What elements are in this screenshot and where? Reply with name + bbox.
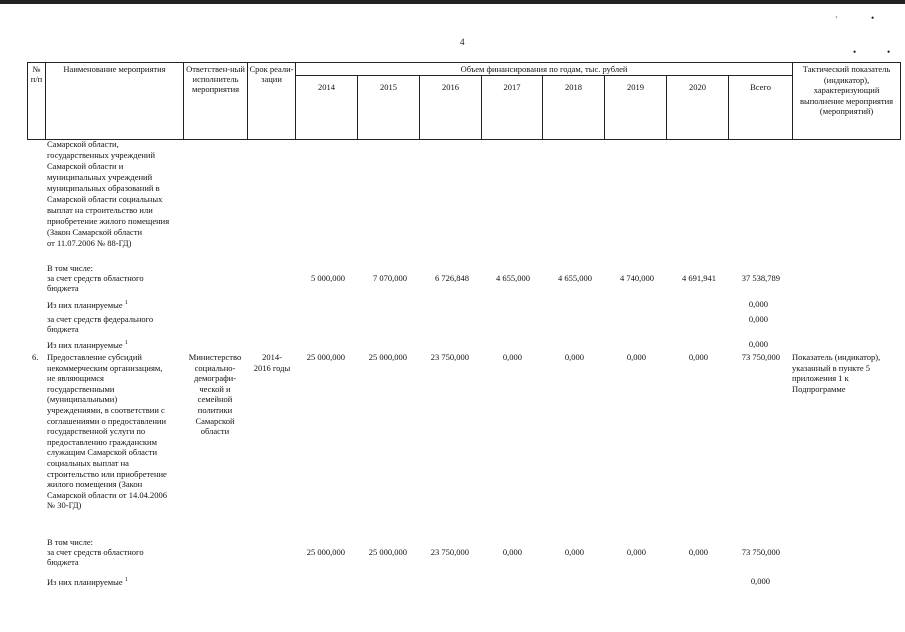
name-line: государственной услуги по <box>47 426 146 437</box>
table-header <box>27 62 901 140</box>
name-line: государственных учреждений <box>47 150 156 160</box>
total-cell: 0,000 <box>748 299 768 309</box>
corner-mark: ` <box>835 15 838 25</box>
header-year: 2018 <box>543 76 605 140</box>
total-cell: 0,000 <box>748 339 768 349</box>
name-line: Самарской области социальных <box>47 194 163 204</box>
name-line: муниципальных учреждений <box>47 172 153 182</box>
value-cell: 0,000 <box>502 352 522 362</box>
header-year: 2014 <box>296 76 358 140</box>
value-cell: 4 655,000 <box>496 273 530 283</box>
term-line: 2016 годы <box>253 362 291 373</box>
including-label: В том числе: <box>47 537 93 547</box>
total-cell: 73 750,000 <box>741 352 780 362</box>
name-line: не являющимся <box>47 373 104 384</box>
planned-label: Из них планируемые $^1$ <box>47 576 128 587</box>
value-cell: 23 750,000 <box>430 352 469 362</box>
header-responsible: Ответствен-ный исполнитель мероприятия <box>184 63 248 140</box>
header-year: 2017 <box>482 76 543 140</box>
value-cell: 4 691,941 <box>682 273 716 283</box>
value-cell: 25 000,000 <box>368 547 407 557</box>
name-line: № 30-ГД) <box>47 500 82 511</box>
responsible-line: ческой и <box>199 383 231 394</box>
value-cell: 25 000,000 <box>306 352 345 362</box>
responsible-line: Самарской <box>195 415 235 426</box>
name-line: Предоставление субсидий <box>47 352 142 362</box>
name-line: (муниципальными) <box>47 394 118 405</box>
name-line: Самарской области и <box>47 161 124 171</box>
responsible-line: демографи- <box>193 373 237 384</box>
value-cell: 25 000,000 <box>306 547 345 557</box>
responsible-line: политики <box>197 405 233 415</box>
responsible-line: семейной <box>197 394 233 405</box>
name-line: служащим Самарской области <box>47 447 157 458</box>
page-mark: 4 <box>460 37 465 47</box>
indicator-line: Показатель (индикатор), <box>792 352 881 362</box>
header-year: 2019 <box>605 76 667 140</box>
value-cell: 0,000 <box>502 547 522 557</box>
total-cell: 0,000 <box>750 576 770 586</box>
value-cell: 7 070,000 <box>373 273 407 283</box>
header-name: Наименование мероприятия <box>46 63 184 140</box>
name-line: жилого помещения (Закон <box>47 479 143 490</box>
indicator-line: Подпрограмме <box>792 383 846 394</box>
value-cell: 25 000,000 <box>368 352 407 362</box>
name-line: от 11.07.2006 № 88-ГД) <box>47 238 132 248</box>
name-line: Самарской области от 14.04.2006 <box>47 489 167 500</box>
header-funding: Объем финансирования по годам, тыс. рублей <box>296 63 793 76</box>
item-number: 6. <box>32 352 39 362</box>
value-cell: 4 740,000 <box>620 273 654 283</box>
federal-budget-label: за счет средств федерального <box>47 314 154 324</box>
header-year: 2015 <box>358 76 420 140</box>
header-number: № п/п <box>28 63 46 140</box>
corner-mark: • <box>887 47 891 57</box>
responsible-line: области <box>200 426 230 437</box>
name-line: государственными <box>47 383 115 394</box>
federal-budget-label: бюджета <box>47 324 79 334</box>
indicator-line: указанный в пункте 5 <box>792 362 871 373</box>
name-line: некоммерческим организациям, <box>47 362 163 373</box>
header-year: 2016 <box>420 76 482 140</box>
regional-budget-label: бюджета <box>47 283 79 293</box>
value-cell: 0,000 <box>626 352 646 362</box>
value-cell: 0,000 <box>688 352 708 362</box>
header-total: Всего <box>729 76 793 140</box>
header-year: 2020 <box>667 76 729 140</box>
value-cell: 5 000,000 <box>311 273 345 283</box>
value-cell: 6 726,848 <box>435 273 469 283</box>
name-line: приобретение жилого помещения <box>47 216 170 226</box>
indicator-line: приложения 1 к <box>792 373 849 384</box>
term-line: 2014- <box>262 352 282 362</box>
value-cell: 4 655,000 <box>558 273 592 283</box>
value-cell: 0,000 <box>564 547 584 557</box>
planned-label: Из них планируемые $^1$ <box>47 339 128 350</box>
regional-budget-label: бюджета <box>47 557 79 567</box>
responsible-line: социально- <box>194 362 236 373</box>
name-line: (Закон Самарской области <box>47 227 143 237</box>
total-cell: 73 750,000 <box>741 547 780 557</box>
value-cell: 0,000 <box>688 547 708 557</box>
top-border-line <box>0 0 905 4</box>
name-line: строительство или приобретение <box>47 468 167 479</box>
value-cell: 23 750,000 <box>430 547 469 557</box>
value-cell: 0,000 <box>564 352 584 362</box>
planned-label: Из них планируемые $^1$ <box>47 299 128 310</box>
including-label: В том числе: <box>47 263 93 273</box>
name-line: Самарской области, <box>47 139 119 149</box>
header-term: Срок реали-зации <box>248 63 296 140</box>
regional-budget-label: за счет средств областного <box>47 547 144 557</box>
name-line: соглашениями о предоставлении <box>47 415 167 426</box>
name-line: учреждениями, в соответствии с <box>47 405 165 415</box>
corner-mark: • <box>871 13 875 23</box>
name-line: муниципальных образований в <box>47 183 160 193</box>
name-line: предоставлению гражданским <box>47 436 157 447</box>
regional-budget-label: за счет средств областного <box>47 273 144 283</box>
header-indicator: Тактический показатель (индикатор), характеризующий выполнение мероприятия (мероприятий) <box>793 63 901 140</box>
total-cell: 0,000 <box>748 314 768 324</box>
corner-mark: • <box>853 47 857 57</box>
name-line: социальных выплат на <box>47 458 129 468</box>
name-line: выплат на строительство или <box>47 205 153 215</box>
total-cell: 37 538,789 <box>741 273 780 283</box>
responsible-line: Министерство <box>188 352 242 362</box>
value-cell: 0,000 <box>626 547 646 557</box>
